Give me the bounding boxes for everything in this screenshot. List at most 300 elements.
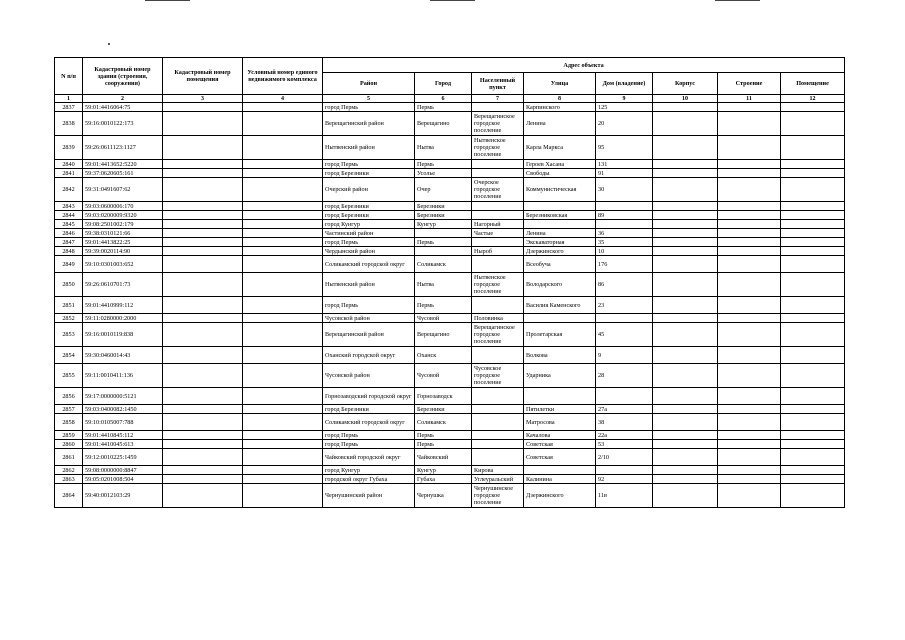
korpus-cell [653,112,718,136]
building-cell [718,202,781,211]
building-cell [718,414,781,431]
locality-cell: Ныроб [472,247,524,256]
room-cell [781,449,845,466]
cadastral-number: 59:12:0010225:1459 [83,449,163,466]
registry-table [54,57,845,508]
row-number: 2857 [55,405,83,414]
room-cadastral-number [163,273,243,297]
scan-edge-line-right [715,0,760,1]
house-cell: 28 [596,364,653,388]
room-cadastral-number [163,297,243,314]
cadastral-number: 59:05:0201008:504 [83,475,163,484]
korpus-cell [653,136,718,160]
korpus-cell [653,220,718,229]
row-number: 2837 [55,103,83,112]
row-number: 2860 [55,440,83,449]
korpus-cell [653,256,718,273]
column-number: 8 [524,95,596,103]
city-cell: Кунгур [415,220,472,229]
row-number: 2850 [55,273,83,297]
locality-cell: Нытвенское городское поселение [472,273,524,297]
room-cadastral-number [163,414,243,431]
street-cell: Карпинского [524,103,596,112]
district-cell: Нытвенский район [323,136,415,160]
row-number: 2845 [55,220,83,229]
street-cell [524,220,596,229]
building-cell [718,136,781,160]
cadastral-number: 59:31:0491607:62 [83,178,163,202]
locality-cell [472,256,524,273]
street-cell: Матросова [524,414,596,431]
building-cell [718,178,781,202]
row-number: 2848 [55,247,83,256]
street-cell: Героев Хасана [524,160,596,169]
house-cell: 45 [596,323,653,347]
locality-cell: Верещагинское городское поселение [472,323,524,347]
house-cell: 35 [596,238,653,247]
korpus-cell [653,466,718,475]
cadastral-number: 59:37:0620605:161 [83,169,163,178]
table-row [55,229,845,238]
cadastral-number: 59:01:4410845:112 [83,431,163,440]
building-cell [718,169,781,178]
house-cell: 131 [596,160,653,169]
conditional-number [243,202,323,211]
korpus-cell [653,414,718,431]
city-cell: Пермь [415,297,472,314]
street-cell: Василия Каменского [524,297,596,314]
street-cell: Ленина [524,112,596,136]
building-cell [718,297,781,314]
district-cell: Очерский район [323,178,415,202]
conditional-number [243,160,323,169]
column-number: 5 [323,95,415,103]
room-cell [781,484,845,508]
house-cell: 89 [596,211,653,220]
cadastral-number: 59:17:0000000:5121 [83,388,163,405]
city-cell: Нытва [415,136,472,160]
room-cell [781,431,845,440]
building-cell [718,440,781,449]
district-cell: Частинский район [323,229,415,238]
house-cell [596,202,653,211]
header-cad-building: Кадастровый номер здания (строения, сооружения) [83,58,163,95]
street-cell: Карла Маркса [524,136,596,160]
room-cadastral-number [163,314,243,323]
locality-cell [472,202,524,211]
room-cell [781,388,845,405]
district-cell: Чернушинский район [323,484,415,508]
city-cell: Чернушка [415,484,472,508]
korpus-cell [653,449,718,466]
row-number: 2841 [55,169,83,178]
conditional-number [243,475,323,484]
city-cell: Березники [415,405,472,414]
table-row [55,414,845,431]
conditional-number [243,440,323,449]
district-cell: город Пермь [323,238,415,247]
column-number: 2 [83,95,163,103]
district-cell: город Пермь [323,160,415,169]
room-cadastral-number [163,229,243,238]
row-number: 2851 [55,297,83,314]
building-cell [718,229,781,238]
building-cell [718,347,781,364]
cadastral-number: 59:16:0010122:173 [83,112,163,136]
locality-cell [472,211,524,220]
city-cell: Усолье [415,169,472,178]
district-cell: город Пермь [323,431,415,440]
cadastral-number: 59:26:0611123:1127 [83,136,163,160]
locality-cell [472,388,524,405]
cadastral-number: 59:11:0010411:136 [83,364,163,388]
table-row [55,323,845,347]
room-cell [781,256,845,273]
city-cell: Пермь [415,103,472,112]
korpus-cell [653,388,718,405]
room-cell [781,364,845,388]
column-number: 3 [163,95,243,103]
house-cell: 20 [596,112,653,136]
row-number: 2864 [55,484,83,508]
row-number: 2862 [55,466,83,475]
row-number: 2846 [55,229,83,238]
table-row [55,178,845,202]
locality-cell [472,431,524,440]
room-cell [781,220,845,229]
locality-cell: Кирова [472,466,524,475]
conditional-number [243,229,323,238]
district-cell: городской округ Губаха [323,475,415,484]
korpus-cell [653,247,718,256]
table-row [55,440,845,449]
city-cell: Пермь [415,440,472,449]
row-number: 2858 [55,414,83,431]
conditional-number [243,211,323,220]
room-cadastral-number [163,364,243,388]
street-cell: Березниковская [524,211,596,220]
locality-cell [472,414,524,431]
column-number: 12 [781,95,845,103]
room-cadastral-number [163,220,243,229]
conditional-number [243,431,323,440]
cadastral-number: 59:26:0610701:73 [83,273,163,297]
room-cadastral-number [163,160,243,169]
column-number: 1 [55,95,83,103]
cadastral-number: 59:08:0000000:8847 [83,466,163,475]
room-cadastral-number [163,202,243,211]
row-number: 2855 [55,364,83,388]
header-num: N п/п [55,58,83,95]
row-number: 2852 [55,314,83,323]
street-cell: Ленина [524,229,596,238]
room-cell [781,136,845,160]
row-number: 2863 [55,475,83,484]
cadastral-number: 59:01:4413822:25 [83,238,163,247]
district-cell: Чусовской район [323,364,415,388]
column-number: 7 [472,95,524,103]
korpus-cell [653,103,718,112]
city-cell: Пермь [415,160,472,169]
room-cadastral-number [163,211,243,220]
korpus-cell [653,273,718,297]
header-street: Улица [524,73,596,95]
city-cell: Березники [415,211,472,220]
room-cell [781,178,845,202]
house-cell: 22а [596,431,653,440]
locality-cell [472,449,524,466]
conditional-number [243,449,323,466]
house-cell: 53 [596,440,653,449]
room-cadastral-number [163,449,243,466]
locality-cell: Нагорный [472,220,524,229]
registry-sheet [54,57,844,508]
scan-edge-line-left [145,0,190,1]
street-cell [524,202,596,211]
column-number: 10 [653,95,718,103]
city-cell: Чайковский [415,449,472,466]
cadastral-number: 59:03:0600006:170 [83,202,163,211]
room-cadastral-number [163,405,243,414]
locality-cell [472,238,524,247]
locality-cell: Углеуральский [472,475,524,484]
street-cell: Экскаваторная [524,238,596,247]
scan-edge-line-center [430,0,475,1]
cadastral-number: 59:10:0301003:652 [83,256,163,273]
room-cadastral-number [163,112,243,136]
street-cell [524,466,596,475]
table-row [55,103,845,112]
conditional-number [243,169,323,178]
table-row [55,220,845,229]
row-number: 2847 [55,238,83,247]
table-row [55,256,845,273]
room-cell [781,466,845,475]
city-cell: Оханск [415,347,472,364]
row-number: 2839 [55,136,83,160]
locality-cell [472,160,524,169]
city-cell: Чусовой [415,364,472,388]
building-cell [718,103,781,112]
room-cell [781,211,845,220]
conditional-number [243,178,323,202]
house-cell: 91 [596,169,653,178]
locality-cell: Чусовское городское поселение [472,364,524,388]
conditional-number [243,220,323,229]
korpus-cell [653,347,718,364]
table-row [55,405,845,414]
city-cell: Соликамск [415,414,472,431]
city-cell: Верещагино [415,323,472,347]
city-cell: Верещагино [415,112,472,136]
conditional-number [243,484,323,508]
district-cell: Чердынский район [323,247,415,256]
city-cell [415,229,472,238]
street-cell: Волкова [524,347,596,364]
conditional-number [243,405,323,414]
korpus-cell [653,160,718,169]
row-number: 2849 [55,256,83,273]
district-cell: Соликамский городской округ [323,256,415,273]
locality-cell [472,297,524,314]
row-number: 2838 [55,112,83,136]
room-cadastral-number [163,440,243,449]
building-cell [718,314,781,323]
header-room: Помещение [781,73,845,95]
korpus-cell [653,202,718,211]
table-row [55,388,845,405]
column-number-row [55,95,845,103]
row-number: 2843 [55,202,83,211]
city-cell: Соликамск [415,256,472,273]
room-cadastral-number [163,256,243,273]
district-cell: город Березники [323,169,415,178]
house-cell: 9 [596,347,653,364]
korpus-cell [653,431,718,440]
conditional-number [243,388,323,405]
street-cell [524,388,596,405]
table-row [55,347,845,364]
locality-cell: Верещагинское городское поселение [472,112,524,136]
room-cell [781,323,845,347]
korpus-cell [653,238,718,247]
district-cell: город Березники [323,211,415,220]
room-cell [781,314,845,323]
street-cell: Всеобуча [524,256,596,273]
conditional-number [243,247,323,256]
conditional-number [243,112,323,136]
table-row [55,484,845,508]
district-cell: Оханский городской округ [323,347,415,364]
building-cell [718,112,781,136]
city-cell: Пермь [415,431,472,440]
district-cell: Горнозаводский городской округ [323,388,415,405]
row-number: 2842 [55,178,83,202]
conditional-number [243,273,323,297]
building-cell [718,364,781,388]
city-cell: Кунгур [415,466,472,475]
room-cadastral-number [163,238,243,247]
conditional-number [243,466,323,475]
district-cell: город Пермь [323,103,415,112]
building-cell [718,160,781,169]
korpus-cell [653,169,718,178]
district-cell: город Березники [323,202,415,211]
room-cell [781,247,845,256]
building-cell [718,238,781,247]
room-cell [781,112,845,136]
room-cadastral-number [163,103,243,112]
house-cell: 30 [596,178,653,202]
row-number: 2859 [55,431,83,440]
korpus-cell [653,475,718,484]
conditional-number [243,103,323,112]
city-cell: Очер [415,178,472,202]
room-cadastral-number [163,136,243,160]
house-cell: 95 [596,136,653,160]
room-cadastral-number [163,247,243,256]
header-cad-room: Кадастровый номер помещения [163,58,243,95]
room-cadastral-number [163,323,243,347]
table-row [55,431,845,440]
conditional-number [243,256,323,273]
house-cell: 11в [596,484,653,508]
building-cell [718,431,781,440]
room-cell [781,202,845,211]
locality-cell [472,347,524,364]
cadastral-number: 59:38:0310121:66 [83,229,163,238]
korpus-cell [653,484,718,508]
house-cell: 23 [596,297,653,314]
district-cell: город Березники [323,405,415,414]
table-row [55,136,845,160]
locality-cell [472,440,524,449]
street-cell [524,314,596,323]
room-cell [781,169,845,178]
building-cell [718,247,781,256]
house-cell: 10 [596,247,653,256]
cadastral-number: 59:03:0400082:1450 [83,405,163,414]
korpus-cell [653,297,718,314]
room-cell [781,414,845,431]
row-number: 2861 [55,449,83,466]
table-row [55,160,845,169]
room-cell [781,297,845,314]
cadastral-number: 59:16:0010119:838 [83,323,163,347]
district-cell: Чайковский городской округ [323,449,415,466]
building-cell [718,449,781,466]
table-row [55,238,845,247]
room-cell [781,347,845,364]
district-cell: город Пермь [323,297,415,314]
room-cell [781,475,845,484]
locality-cell: Нытвенское городское поселение [472,136,524,160]
district-cell: город Кунгур [323,220,415,229]
conditional-number [243,364,323,388]
row-number: 2856 [55,388,83,405]
building-cell [718,475,781,484]
house-cell [596,220,653,229]
korpus-cell [653,314,718,323]
room-cadastral-number [163,475,243,484]
district-cell: Верещагинский район [323,112,415,136]
street-cell: Калинина [524,475,596,484]
district-cell: Соликамский городской округ [323,414,415,431]
room-cell [781,440,845,449]
korpus-cell [653,211,718,220]
korpus-cell [653,178,718,202]
row-number: 2844 [55,211,83,220]
table-row [55,273,845,297]
table-row [55,466,845,475]
district-cell: Нытвенский район [323,273,415,297]
street-cell: Пролетарская [524,323,596,347]
city-cell [415,247,472,256]
street-cell: Дзержинского [524,247,596,256]
locality-cell: Половинка [472,314,524,323]
house-cell [596,466,653,475]
street-cell: Пятилетки [524,405,596,414]
cadastral-number: 59:01:4413652:5220 [83,160,163,169]
korpus-cell [653,405,718,414]
table-row [55,314,845,323]
room-cadastral-number [163,431,243,440]
cadastral-number: 59:39:0020114:90 [83,247,163,256]
street-cell: Коммунистическая [524,178,596,202]
city-cell: Чусовой [415,314,472,323]
house-cell: 2/10 [596,449,653,466]
header-cond-num: Условный номер единого недвижимого комплекса [243,58,323,95]
